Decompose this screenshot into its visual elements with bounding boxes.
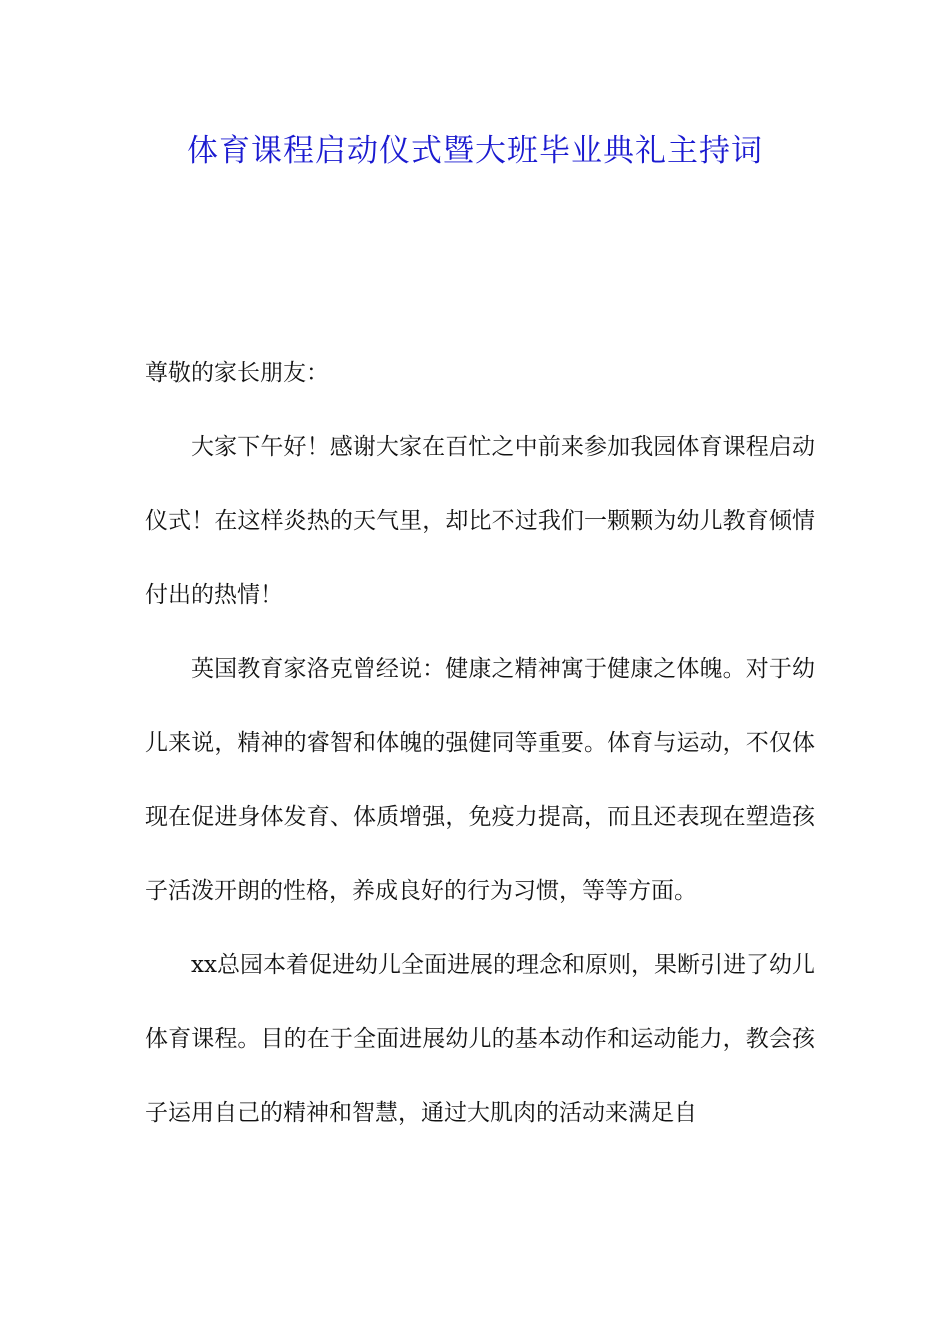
paragraph-greeting: 大家下午好！感谢大家在百忙之中前来参加我园体育课程启动仪式！在这样炎热的天气里，却比不过我们一颗颗为幼儿教育倾情付出的热情！ bbox=[145, 434, 815, 608]
salutation: 尊敬的家长朋友： bbox=[145, 360, 329, 386]
document-title: 体育课程启动仪式暨大班毕业典礼主持词 bbox=[187, 133, 763, 169]
document-body bbox=[145, 336, 815, 1150]
paragraph-locke-quote: 英国教育家洛克曾经说：健康之精神寓于健康之体魄。对于幼儿来说，精神的睿智和体魄的强健同等重要。体育与运动，不仅体现在促进身体发育、体质增强，免疫力提高，而且还表现在塑造孩子活泼开朗的性格，养成良好的行为习惯，等等方面。 bbox=[145, 656, 815, 904]
paragraph-course-introduction: xx总园本着促进幼儿全面进展的理念和原则，果断引进了幼儿体育课程。目的在于全面进展幼儿的基本动作和运动能力，教会孩子运用自己的精神和智慧，通过大肌肉的活动来满足自 bbox=[145, 952, 815, 1126]
